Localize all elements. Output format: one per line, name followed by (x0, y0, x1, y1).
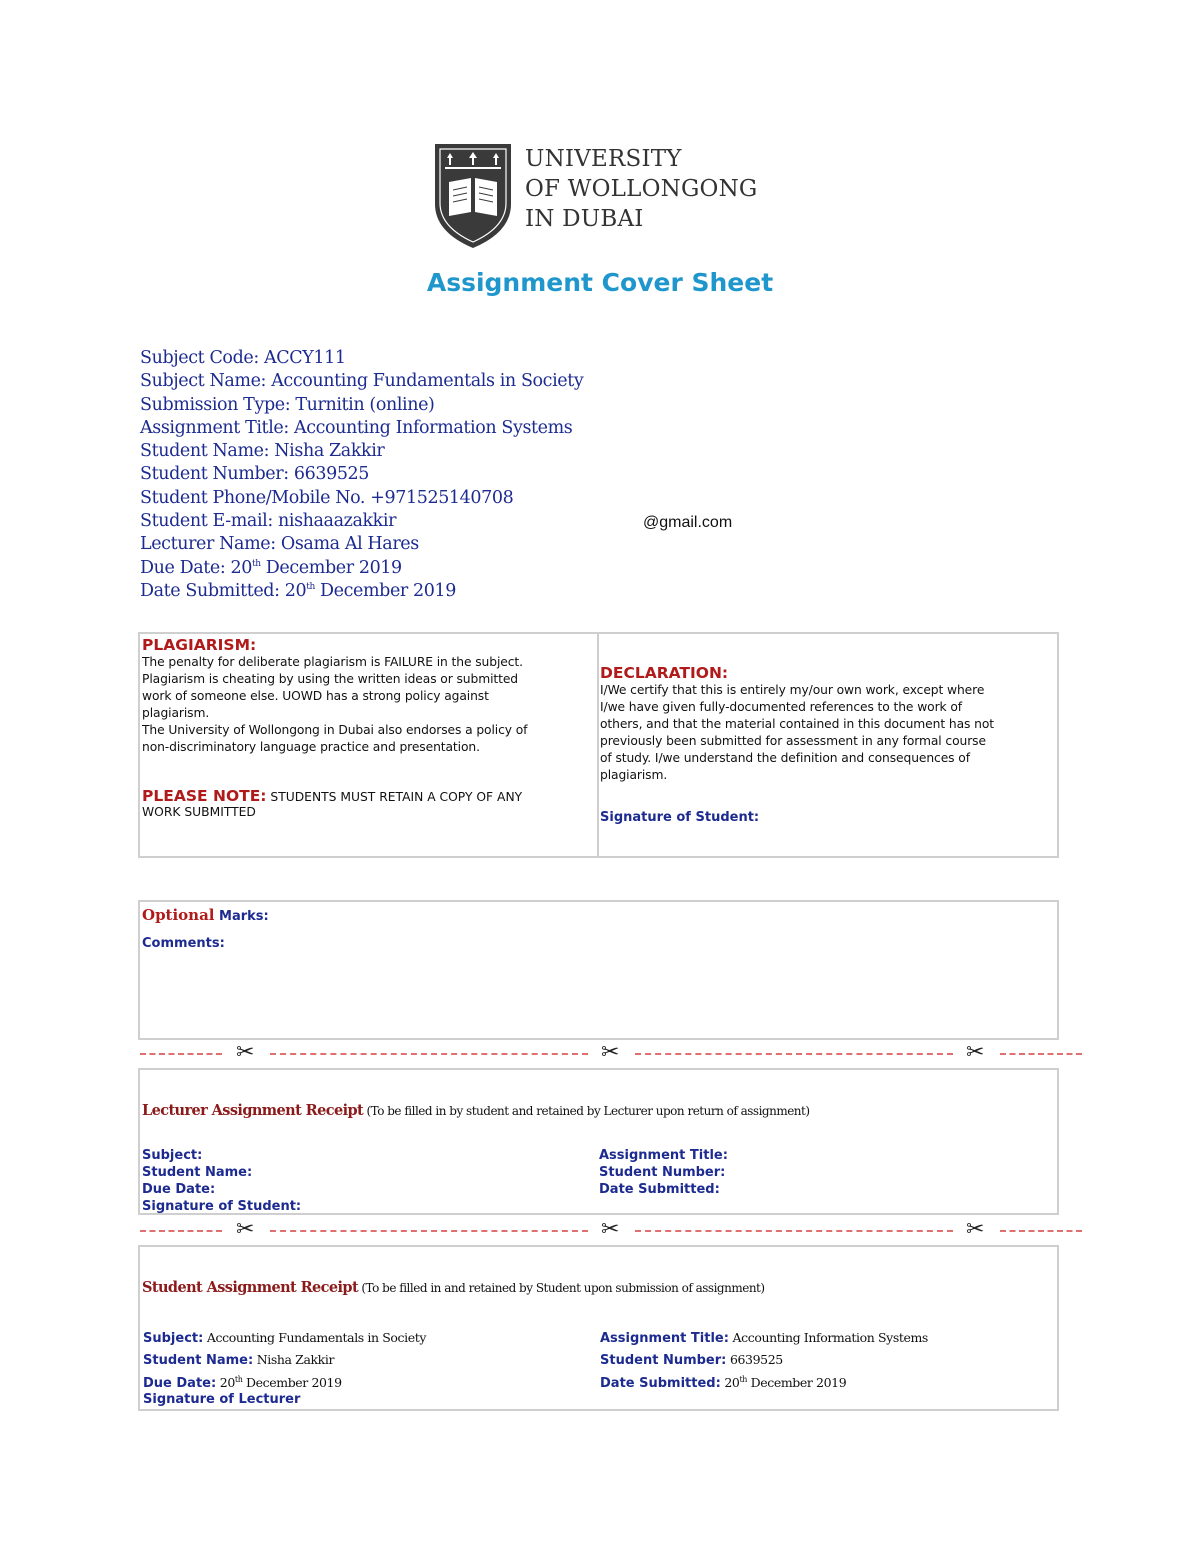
please-note-text: WORK SUBMITTED (142, 805, 256, 819)
dashed-segment (635, 1230, 953, 1232)
declaration-line: previously been submitted for assessment in any formal course (600, 733, 986, 748)
logo-line-3: IN DUBAI (525, 206, 644, 232)
dashed-segment (270, 1230, 588, 1232)
lecturer-receipt-assignment-title: Assignment Title: (599, 1148, 728, 1163)
subject-label: Subject: (143, 1331, 204, 1346)
optional-marks-box (138, 900, 1059, 1040)
submission-type: Submission Type: Turnitin (online) (140, 394, 435, 415)
cut-line (140, 1040, 1084, 1065)
date-submitted-sup: th (306, 582, 315, 593)
subject-code: Subject Code: ACCY111 (140, 348, 346, 368)
subject-name: Subject Name: Accounting Fundamentals in Society (140, 371, 584, 392)
student-receipt-date-submitted (600, 1371, 846, 1392)
date-submitted-value (721, 1375, 846, 1390)
please-note (142, 786, 592, 819)
page-title: Assignment Cover Sheet (426, 268, 774, 297)
box-divider (597, 632, 599, 858)
cut-line (140, 1217, 1084, 1242)
scissors-icon: ✂ (601, 1040, 620, 1065)
student-number-value: 6639525 (726, 1352, 783, 1367)
lecturer-receipt-date-submitted: Date Submitted: (599, 1182, 720, 1197)
submission-details (140, 347, 583, 603)
student-name-label: Student Name: (143, 1353, 254, 1368)
due-date-suffix: December 2019 (260, 557, 402, 578)
optional-label: Optional (142, 906, 215, 924)
plagiarism-line: Plagiarism is cheating by using the written ideas or submitted (142, 671, 519, 686)
declaration-line: others, and that the material contained in this document has not (600, 716, 994, 731)
date-submitted-suffix: December 2019 (314, 580, 456, 601)
scissors-icon: ✂ (966, 1040, 985, 1065)
student-receipt-due-date (143, 1371, 342, 1392)
optional-marks-label (142, 906, 269, 924)
please-note-text: STUDENTS MUST RETAIN A COPY OF ANY (266, 790, 523, 804)
subject-value: Accounting Fundamentals in Society (203, 1330, 426, 1345)
plagiarism-line: plagiarism. (142, 705, 210, 720)
due-date-suffix: December 2019 (242, 1375, 342, 1391)
due-date (140, 557, 583, 580)
student-receipt-note: (To be filled in and retained by Student upon submission of assignment) (358, 1281, 765, 1295)
date-submitted-sup: th (739, 1375, 748, 1384)
scissors-icon: ✂ (601, 1217, 620, 1242)
declaration-heading: DECLARATION: (600, 664, 729, 682)
declaration-line: of study. I/we understand the definition and consequences of (600, 750, 970, 765)
declaration-section (600, 664, 1055, 783)
declaration-line: plagiarism. (600, 767, 668, 782)
declaration-signature-label: Signature of Student: (600, 810, 760, 825)
email-domain: @gmail.com (643, 514, 733, 531)
date-submitted-suffix: December 2019 (747, 1375, 847, 1391)
student-receipt-assignment-title (600, 1329, 928, 1347)
lecturer-name: Lecturer Name: Osama Al Hares (140, 534, 419, 555)
assignment-title-label: Assignment Title: (600, 1331, 729, 1346)
due-date-prefix: 20 (216, 1375, 235, 1391)
date-submitted-label: Date Submitted: (600, 1376, 721, 1392)
please-note-heading: PLEASE NOTE: (142, 787, 267, 805)
assignment-title: Assignment Title: Accounting Information Systems (140, 417, 573, 438)
plagiarism-line: The penalty for deliberate plagiarism is FAILURE in the subject. (142, 655, 523, 669)
plagiarism-heading: PLAGIARISM: (142, 636, 257, 654)
student-receipt-heading: Student Assignment Receipt (142, 1279, 359, 1296)
due-date-prefix: Due Date: 20 (140, 557, 253, 578)
student-phone: Student Phone/Mobile No. +971525140708 (140, 487, 514, 508)
dashed-segment (270, 1053, 588, 1055)
due-date-sup: th (234, 1375, 243, 1384)
comments-label: Comments: (142, 936, 225, 951)
due-date-sup: th (252, 558, 261, 569)
plagiarism-line: The University of Wollongong in Dubai also endorses a policy of (142, 722, 528, 737)
lecturer-receipt-heading: Lecturer Assignment Receipt (142, 1102, 364, 1119)
date-submitted-prefix: Date Submitted: 20 (140, 580, 307, 601)
student-name: Student Name: Nisha Zakkir (140, 441, 385, 462)
student-receipt-signature: Signature of Lecturer (143, 1392, 301, 1407)
university-logo (433, 140, 773, 250)
lecturer-receipt-subject: Subject: (142, 1148, 203, 1163)
declaration-line: I/We certify that this is entirely my/our own work, except where (600, 683, 985, 697)
student-receipt-student-name (143, 1351, 334, 1369)
plagiarism-line: non-discriminatory language practice and presentation. (142, 739, 480, 754)
logo-line-2: OF WOLLONGONG (525, 176, 758, 202)
student-email: Student E-mail: nishaaazakkir (140, 511, 397, 532)
student-number: Student Number: 6639525 (140, 464, 370, 485)
lecturer-receipt-student-name: Student Name: (142, 1165, 253, 1180)
plagiarism-line: work of someone else. UOWD has a strong policy against (142, 688, 489, 703)
scissors-icon: ✂ (966, 1217, 985, 1242)
dashed-segment (140, 1053, 222, 1055)
logo-line-1: UNIVERSITY (525, 146, 682, 172)
dashed-segment (635, 1053, 953, 1055)
date-submitted (140, 580, 583, 603)
student-number-label: Student Number: (600, 1353, 727, 1368)
student-receipt-student-number (600, 1351, 783, 1369)
scissors-icon: ✂ (236, 1040, 255, 1065)
scissors-icon: ✂ (236, 1217, 255, 1242)
student-receipt-title (142, 1277, 765, 1296)
dashed-segment (1000, 1053, 1082, 1055)
due-date-value (216, 1375, 341, 1390)
lecturer-receipt-due-date: Due Date: (142, 1182, 216, 1197)
assignment-title-value: Accounting Information Systems (728, 1330, 928, 1345)
declaration-line: I/we have given fully-documented references to the work of (600, 699, 963, 714)
lecturer-receipt-note: (To be filled in by student and retained by Lecturer upon return of assignment) (363, 1104, 810, 1118)
lecturer-receipt-signature: Signature of Student: (142, 1199, 302, 1214)
student-receipt-subject (143, 1329, 426, 1347)
plagiarism-section (142, 636, 592, 755)
logo-wordmark (525, 144, 757, 234)
due-date-label: Due Date: (143, 1376, 217, 1392)
dashed-segment (140, 1230, 222, 1232)
marks-label: Marks: (214, 909, 269, 924)
lecturer-receipt-student-number: Student Number: (599, 1165, 726, 1180)
lecturer-receipt-title (142, 1100, 810, 1119)
student-name-value: Nisha Zakkir (253, 1352, 335, 1367)
date-submitted-prefix: 20 (720, 1375, 740, 1391)
dashed-segment (1000, 1230, 1082, 1232)
crest-icon (433, 140, 513, 250)
